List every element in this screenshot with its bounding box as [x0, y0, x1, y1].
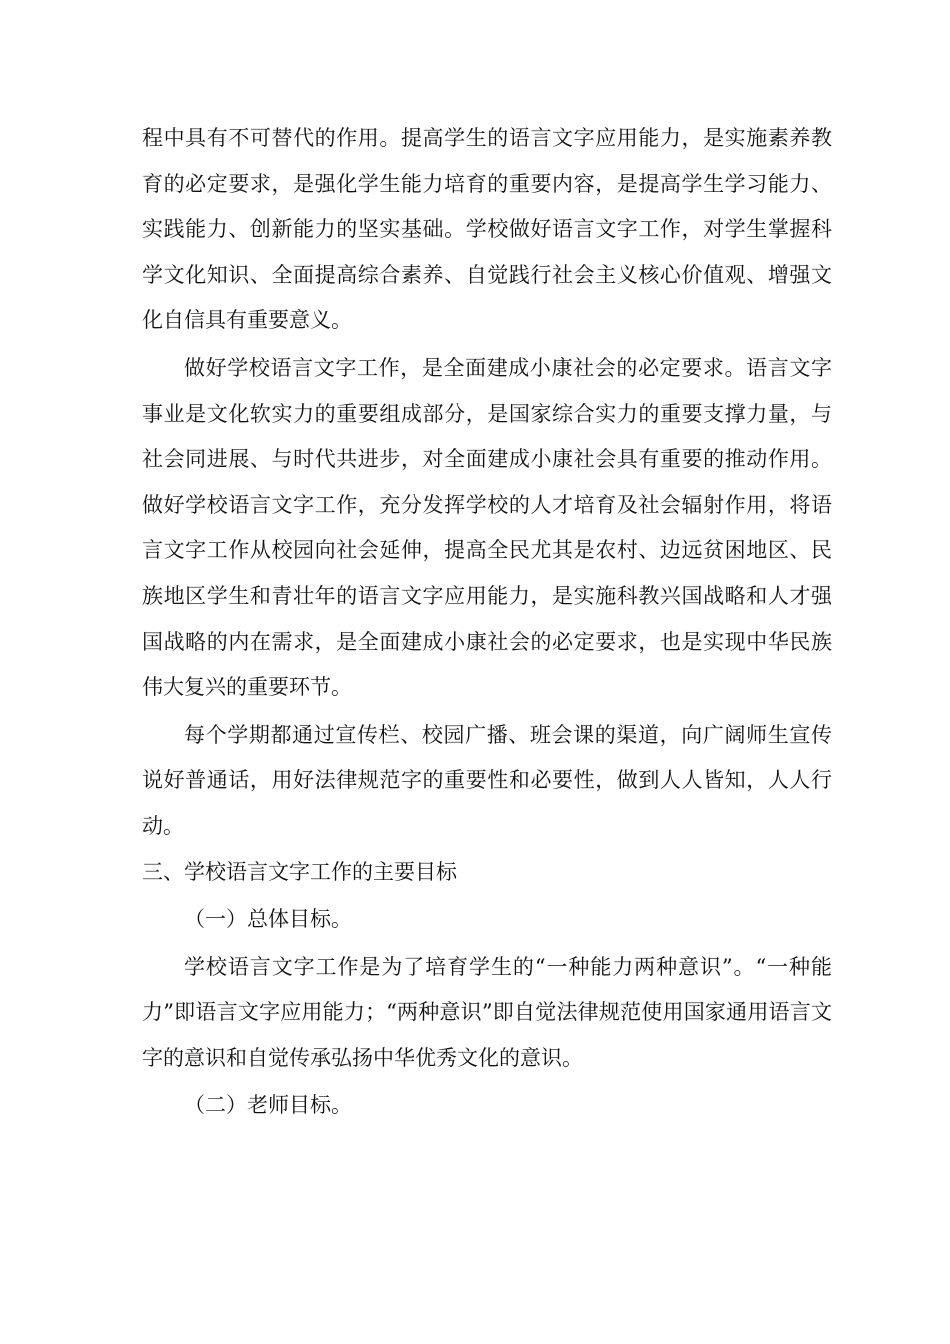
paragraph-publicity: 每个学期都通过宣传栏、校园广播、班会课的渠道，向广阔师生宣传说好普通话，用好法律规范字的重要性和必要性，做到人人皆知，人人行动。: [142, 722, 832, 838]
paragraph-continuation: 程中具有不可替代的作用。提高学生的语言文字应用能力，是实施素养教育的必定要求，是强化学生能力培育的重要内容，是提高学生学习能力、实践能力、创新能力的坚实基础。学校做好语言文字工作，对学生掌握科学文化知识、全面提高综合素养、自觉践行社会主义核心价值观、增强文化自信具有重要意义。: [142, 126, 832, 333]
subsection-heading-teacher: （二）老师目标。: [184, 1093, 352, 1118]
section-heading: 三、学校语言文字工作的主要目标: [142, 859, 457, 884]
paragraph-xiaokang: 做好学校语言文字工作，是全面建成小康社会的必定要求。语言文字事业是文化软实力的重要组成部分，是国家综合实力的重要支撑力量，与社会同进展、与时代共进步，对全面建成小康社会具有重要的推动作用。做好学校语言文字工作，充分发挥学校的人才培育及社会辐射作用，将语言文字工作从校园向社会延伸，提高全民尤其是农村、边远贫困地区、民族地区学生和青壮年的语言文字应用能力，是实施科教兴国战略和人才强国战略的内在需求，是全面建成小康社会的必定要求，也是实现中华民族伟大复兴的重要环节。: [142, 355, 832, 700]
subsection-heading-overall: （一）总体目标。: [184, 907, 352, 932]
document-body: [142, 116, 832, 1129]
paragraph-overall-goal: 学校语言文字工作是为了培育学生的“一种能力两种意识”。“一种能力”即语言文字应用能力；“两种意识”即自觉法律规范使用国家通用语言文字的意识和自觉传承弘扬中华优秀文化的意识。: [142, 954, 832, 1070]
